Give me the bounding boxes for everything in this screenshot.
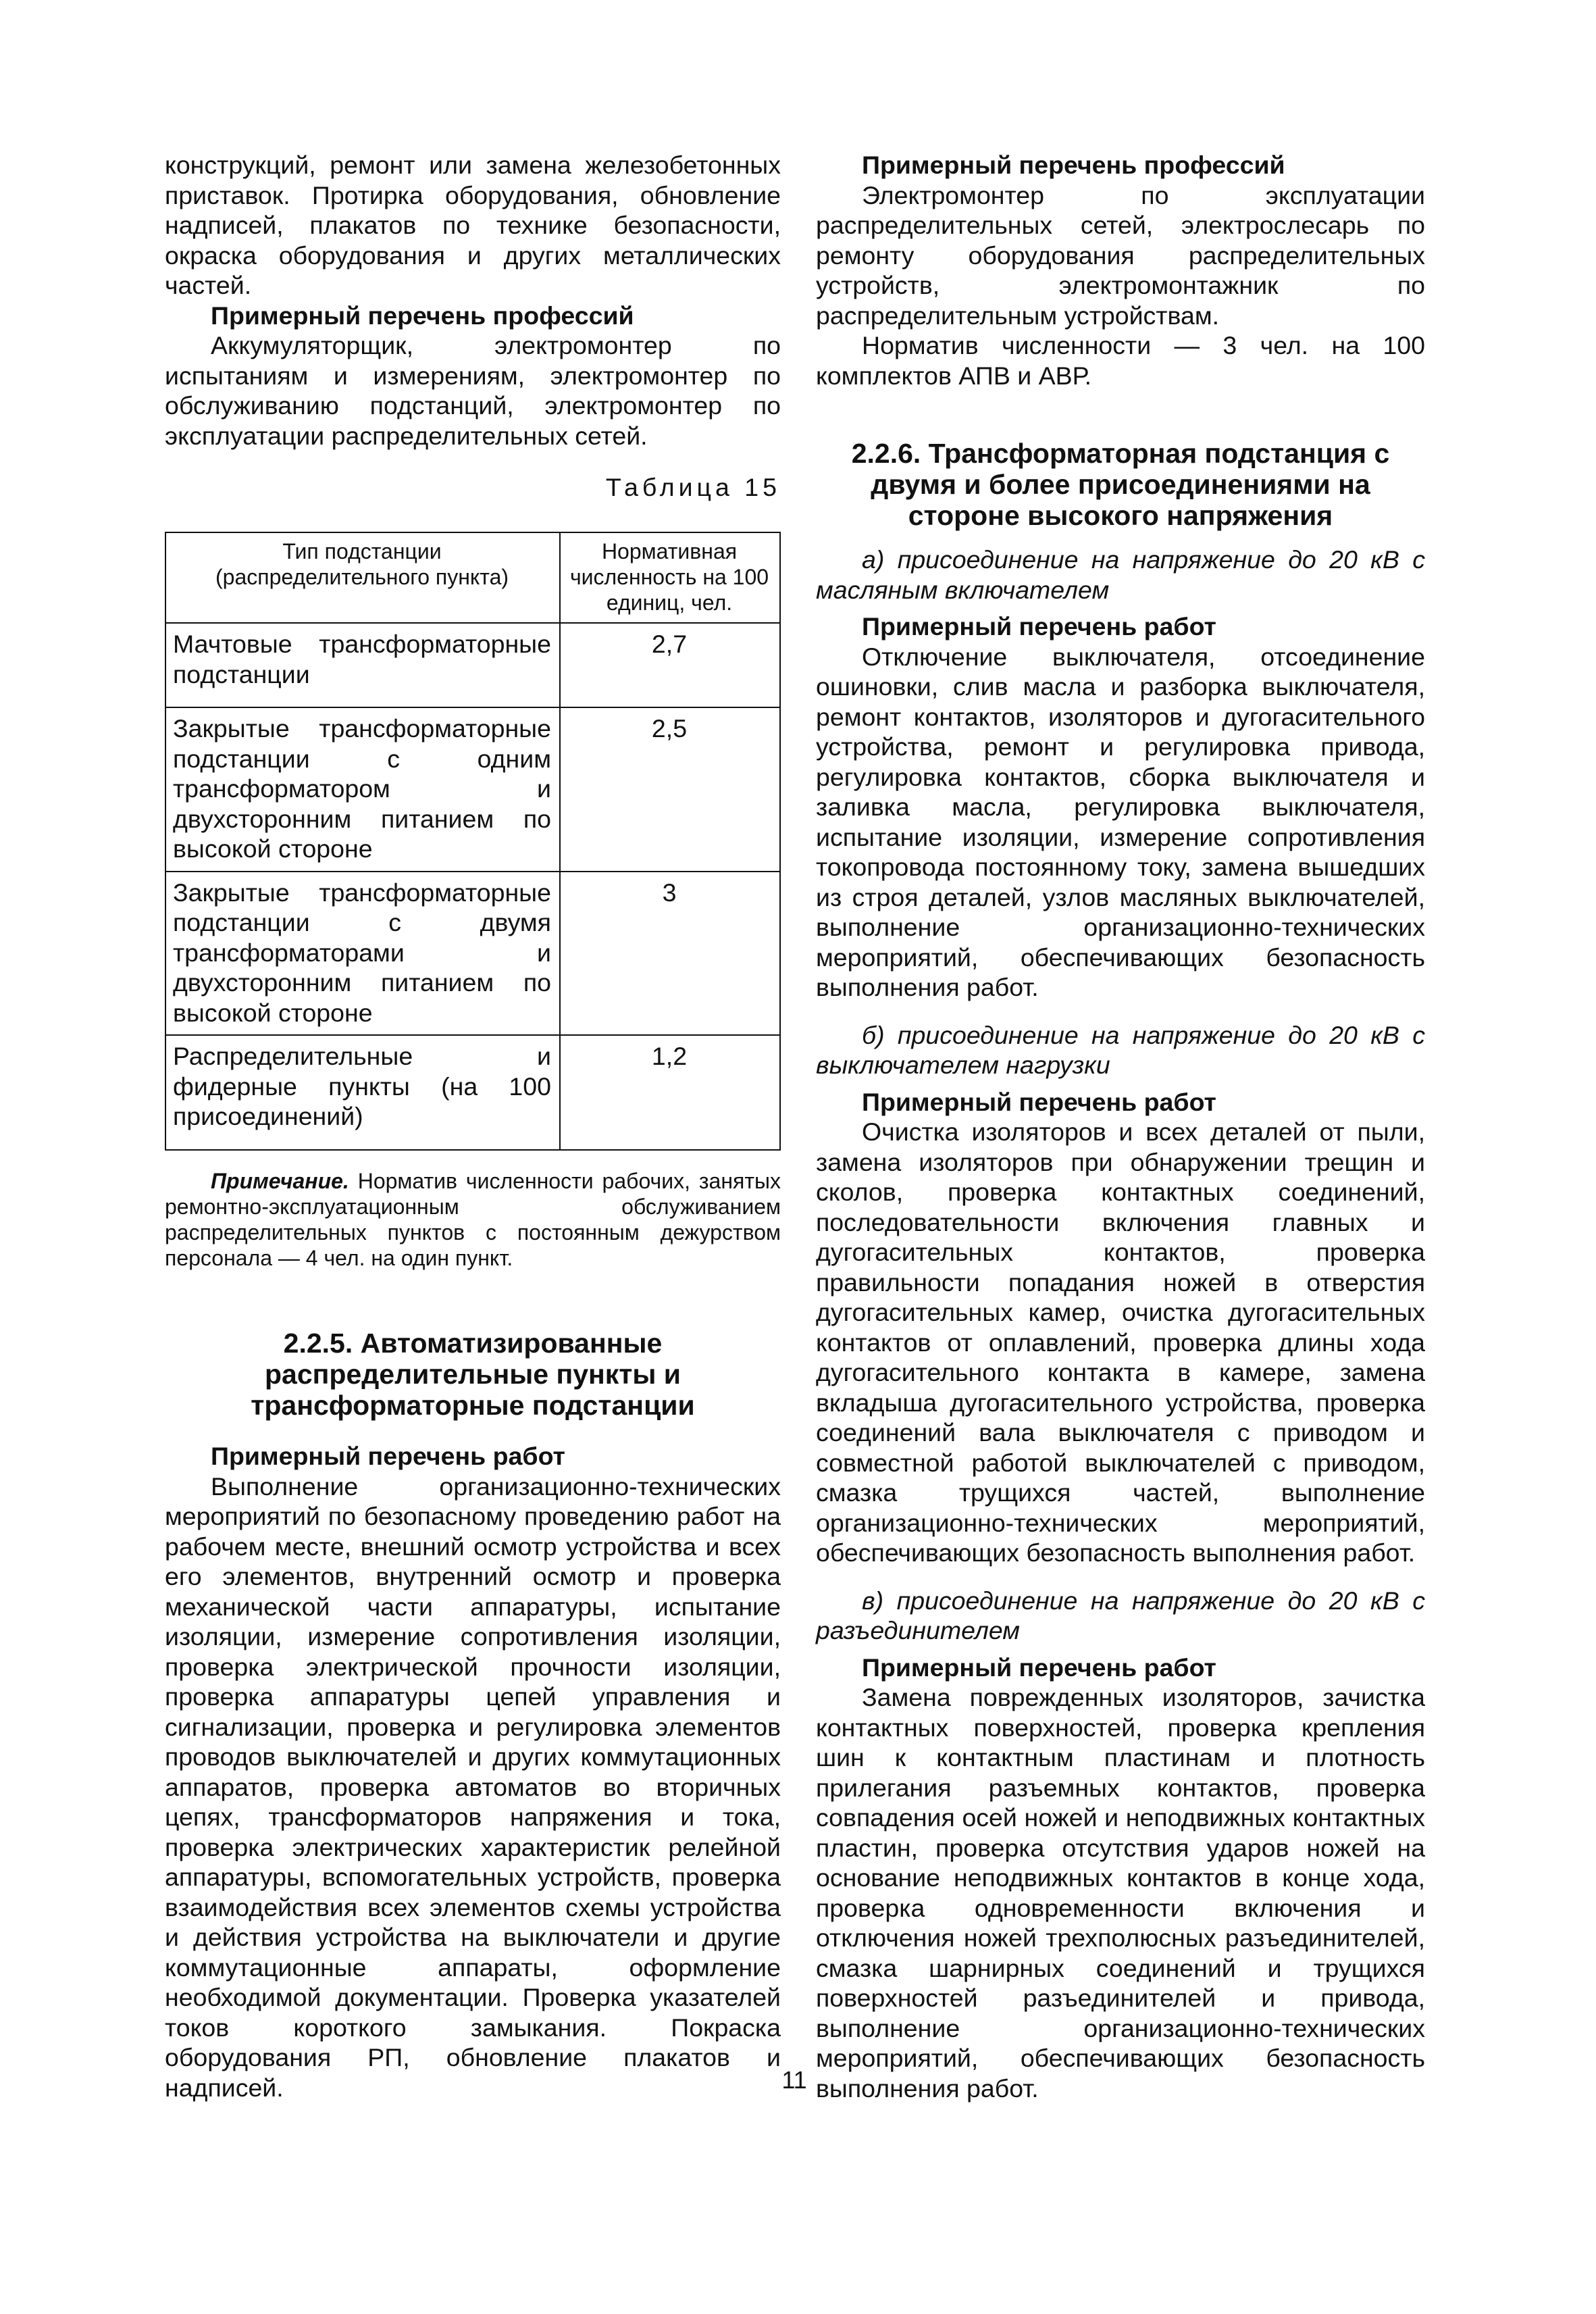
paragraph: Отключение выключателя, отсоединение ошиновки, слив масла и разборка выключателя, ремонт контактов, изоляторов и дугогасительного устройства, ремонт и регулировка привода, регулировка контактов, сборка выключателя и заливка масла, регулировка выключателя, испытание изоляции, измерение сопротивления токопровода постоянному току, замена вышедших из строя деталей, узлов масляных выключателей, выполнение организационно-технических мероприятий, обеспечивающих безопасность выполнения работ. <box>816 642 1425 1001</box>
section-title-2-2-5: 2.2.5. Автоматизированные распределительные пункты и трансформаторные подстанции <box>251 1328 695 1421</box>
paragraph: Замена поврежденных изоляторов, зачистка контактных поверхностей, проверка крепления шин к контактным пластинам и плотность прилегания разъемных контактов, проверка совпадения осей ножей и неподвижных контактных пластин, проверка отсутствия ударов ножей на основание неподвижных контактов в конце хода, проверка одновременности включения и отключения ножей трехполюсных разъединителей, смазка шарнирных соединений и трущихся поверхностей разъединителей и привода, выполнение организационно-технических мероприятий, обеспечивающих безопасность выполнения работ. <box>816 1683 1425 2103</box>
table-cell-name: Мачтовые трансформаторные подстанции <box>165 623 560 707</box>
table-cell-value: 2,5 <box>560 707 780 872</box>
table-cell-value: 1,2 <box>560 1035 780 1150</box>
subsection-b: б) присоединение на напряжение до 20 кВ с выключателем нагрузки <box>816 1020 1425 1079</box>
subheading-works: Примерный перечень работ <box>862 1653 1216 1682</box>
section-title-2-2-6: 2.2.6. Трансформаторная подстанция с двумя и более присоединениями на стороне высокого напряжения <box>851 438 1390 531</box>
page-number: 11 <box>781 2066 807 2094</box>
left-column <box>165 150 781 2103</box>
table-row <box>165 707 780 872</box>
table-wrapper <box>165 532 781 1151</box>
subheading-works: Примерный перечень работ <box>211 1442 565 1470</box>
table-row <box>165 623 780 707</box>
subheading-works: Примерный перечень работ <box>862 1087 1216 1116</box>
paragraph: конструкций, ремонт или замена железобетонных приставок. Протирка оборудования, обновление надписей, плакатов по технике безопасности, окраска оборудования и других металлических частей. <box>165 151 781 299</box>
subheading-professions: Примерный перечень профессий <box>862 151 1285 179</box>
table-header-type: Тип подстанции (распределительного пункта) <box>165 532 560 623</box>
table-cell-value: 2,7 <box>560 623 780 707</box>
table-cell-value: 3 <box>560 872 780 1036</box>
table-row <box>165 872 780 1036</box>
right-column <box>816 150 1425 2103</box>
table-cell-name: Распределительные и фидерные пункты (на 100 присоединений) <box>165 1035 560 1150</box>
note-label: Примечание. <box>211 1169 349 1193</box>
subsection-a: а) присоединение на напряжение до 20 кВ с масляным включателем <box>816 545 1425 604</box>
paragraph: Аккумуляторщик, электромонтер по испытаниям и измерениям, электромонтер по обслуживанию подстанций, электромонтер по эксплуатации распределительных сетей. <box>165 331 781 450</box>
table-header-norm: Нормативная численность на 100 единиц, чел. <box>560 532 780 623</box>
table-row <box>165 1035 780 1150</box>
paragraph: Норматив численности — 3 чел. на 100 комплектов АПВ и АВР. <box>816 331 1425 390</box>
subsection-c: в) присоединение на напряжение до 20 кВ с разъединителем <box>816 1586 1425 1644</box>
table-cell-name: Закрытые трансформаторные подстанции с одним трансформатором и двухсторонним питанием по высокой стороне <box>165 707 560 872</box>
subheading-professions: Примерный перечень профессий <box>211 301 634 330</box>
table-header-row <box>165 532 780 623</box>
subheading-works: Примерный перечень работ <box>862 612 1216 640</box>
table-note <box>165 1168 781 1271</box>
norms-table <box>165 532 781 1151</box>
paragraph: Выполнение организационно-технических мероприятий по безопасному проведению работ на рабочем месте, внешний осмотр устройства и всех его элементов, внутренний осмотр и проверка механической части аппаратуры, испытание изоляции, измерение сопротивления изоляции, проверка электрической прочности изоляции, проверка аппаратуры цепей управления и сигнализации, проверка и регулировка элементов проводов выключателей и других коммутационных аппаратов, проверка автоматов во вторичных цепях, трансформаторов напряжения и тока, проверка электрических характеристик релейной аппаратуры, вспомогательных устройств, проверка взаимодействия всех элементов схемы устройства и действия устройства на выключатели и другие коммутационные аппараты, оформление необходимой документации. Проверка указателей токов короткого замыкания. Покраска оборудования РП, обновление плакатов и надписей. <box>165 1472 781 2102</box>
paragraph: Очистка изоляторов и всех деталей от пыли, замена изоляторов при обнаружении трещин и сколов, проверка контактных соединений, последовательности включения главных и дугогасительных контактов, проверка правильности попадания ножей в отверстия дугогасительных камер, очистка дугогасительных контактов от оплавлений, проверка длины хода дугогасительного контакта в камере, замена вкладыша дугогасительного устройства, проверка соединений вала выключателя с приводом и совместной работой выключателей с приводом, смазка трущихся частей, выполнение организационно-технических мероприятий, обеспечивающих безопасность выполнения работ. <box>816 1117 1425 1567</box>
table-caption: Таблица 15 <box>605 473 781 501</box>
note-text: Норматив численности рабочих, занятых ремонтно-эксплуатационным обслуживанием распределительных пунктов с постоянным дежурством персонала — 4 чел. на один пункт. <box>165 1169 781 1270</box>
table-cell-name: Закрытые трансформаторные подстанции с двумя трансформаторами и двухсторонним питанием по высокой стороне <box>165 872 560 1036</box>
paragraph: Электромонтер по эксплуатации распределительных сетей, электрослесарь по ремонту оборудования распределительных устройств, электромонтажник по распределительным устройствам. <box>816 180 1425 330</box>
